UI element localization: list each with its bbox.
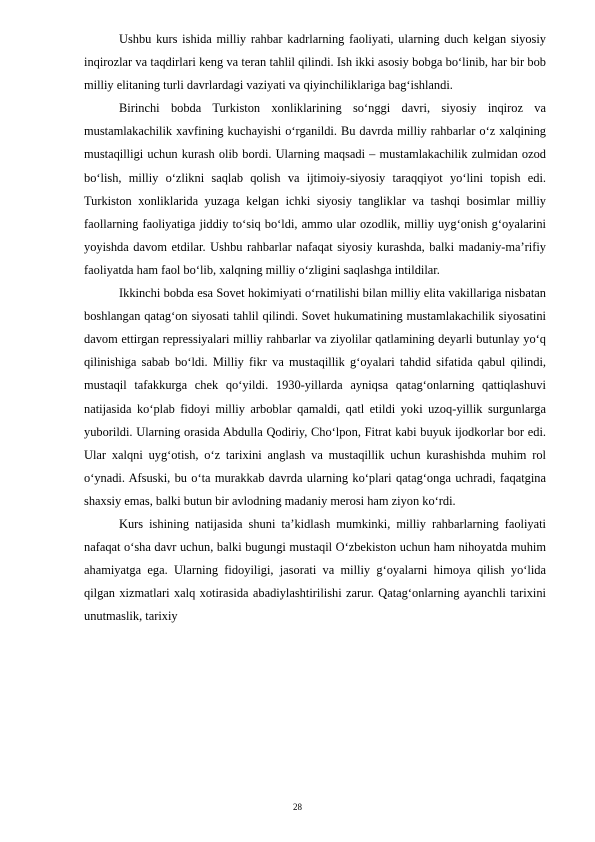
paragraph-2: Birinchi bobda Turkiston xonliklarining so‘nggi davri, siyosiy inqiroz va mustamlakachilik xavfining kuchayishi o‘rganildi. Bu davrda milliy rahbarlar o‘z xalqining mustaqilligi uchun kurash olib bordi. Ularning maqsadi – mustamlakachilik zulmidan ozod bo‘lish, milliy o‘zlikni saqlab qolish va ijtimoiy-siyosiy taraqqiyot yo‘lini topish edi. Turkiston xonliklarida yuzaga kelgan ichki siyosiy tangliklar va tashqi bosimlar milliy faollarning faoliyatiga jiddiy to‘siq bo‘ldi, ammo ular ozodlik, milliy uyg‘onish g‘oyalarini yoyishda davom etdilar. Ushbu rahbarlar nafaqat siyosiy kurashda, balki madaniy-ma’rifiy faoliyatda ham faol bo‘lib, xalqning milliy o‘zligini saqlashga intildilar. xyxy=(84,101,546,277)
body-text xyxy=(84,28,546,628)
paragraph-3: Ikkinchi bobda esa Sovet hokimiyati o‘rnatilishi bilan milliy elita vakillariga nisbatan boshlangan qatag‘on siyosati tahlil qilindi. Sovet hukumatining mustamlakachilik siyosatini davom ettirgan repressiyalari milliy rahbarlar va ziyolilar qatlamining deyarli butunlay yo‘q qilinishiga sabab bo‘ldi. Milliy fikr va mustaqillik g‘oyalari tahdid sifatida qabul qilindi, mustaqil tafakkurga chek qo‘yildi. 1930-yillarda ayniqsa qatag‘onlarning qattiqlashuvi natijasida ko‘plab fidoyi milliy arboblar qamaldi, qatl etildi yoki uzoq-yillik surgunlarga yuborildi. Ularning orasida Abdulla Qodiriy, Cho‘lpon, Fitrat kabi buyuk ijodkorlar bor edi. Ular xalqni uyg‘otish, o‘z tarixini anglash va mustaqillik uchun kurashishda muhim rol o‘ynadi. Afsuski, bu o‘ta murakkab davrda ularning ko‘plari qatag‘onga uchradi, faqatgina shaxsiy emas, balki butun bir avlodning madaniy merosi ham ziyon ko‘rdi. xyxy=(84,286,546,508)
page-number: 28 xyxy=(293,802,302,812)
paragraph-1: Ushbu kurs ishida milliy rahbar kadrlarning faoliyati, ularning duch kelgan siyosiy inqirozlar va taqdirlari keng va teran tahlil qilindi. Ish ikki asosiy bobga bo‘linib, har bir bob milliy elitaning turli davrlardagi vaziyati va qiyinchiliklariga bag‘ishlandi. xyxy=(84,32,546,93)
paragraph-4: Kurs ishining natijasida shuni ta’kidlash mumkinki, milliy rahbarlarning faoliyati nafaqat o‘sha davr uchun, balki bugungi mustaqil O‘zbekiston uchun ham nihoyatda muhim ahamiyatga ega. Ularning fidoyiligi, jasorati va milliy g‘oyalarni himoya qilish yo‘lida qilgan xizmatlari xalq xotirasida abadiylashtirilishi zarur. Qatag‘onlarning ayanchli tarixini unutmaslik, tarixiy xyxy=(84,516,546,624)
